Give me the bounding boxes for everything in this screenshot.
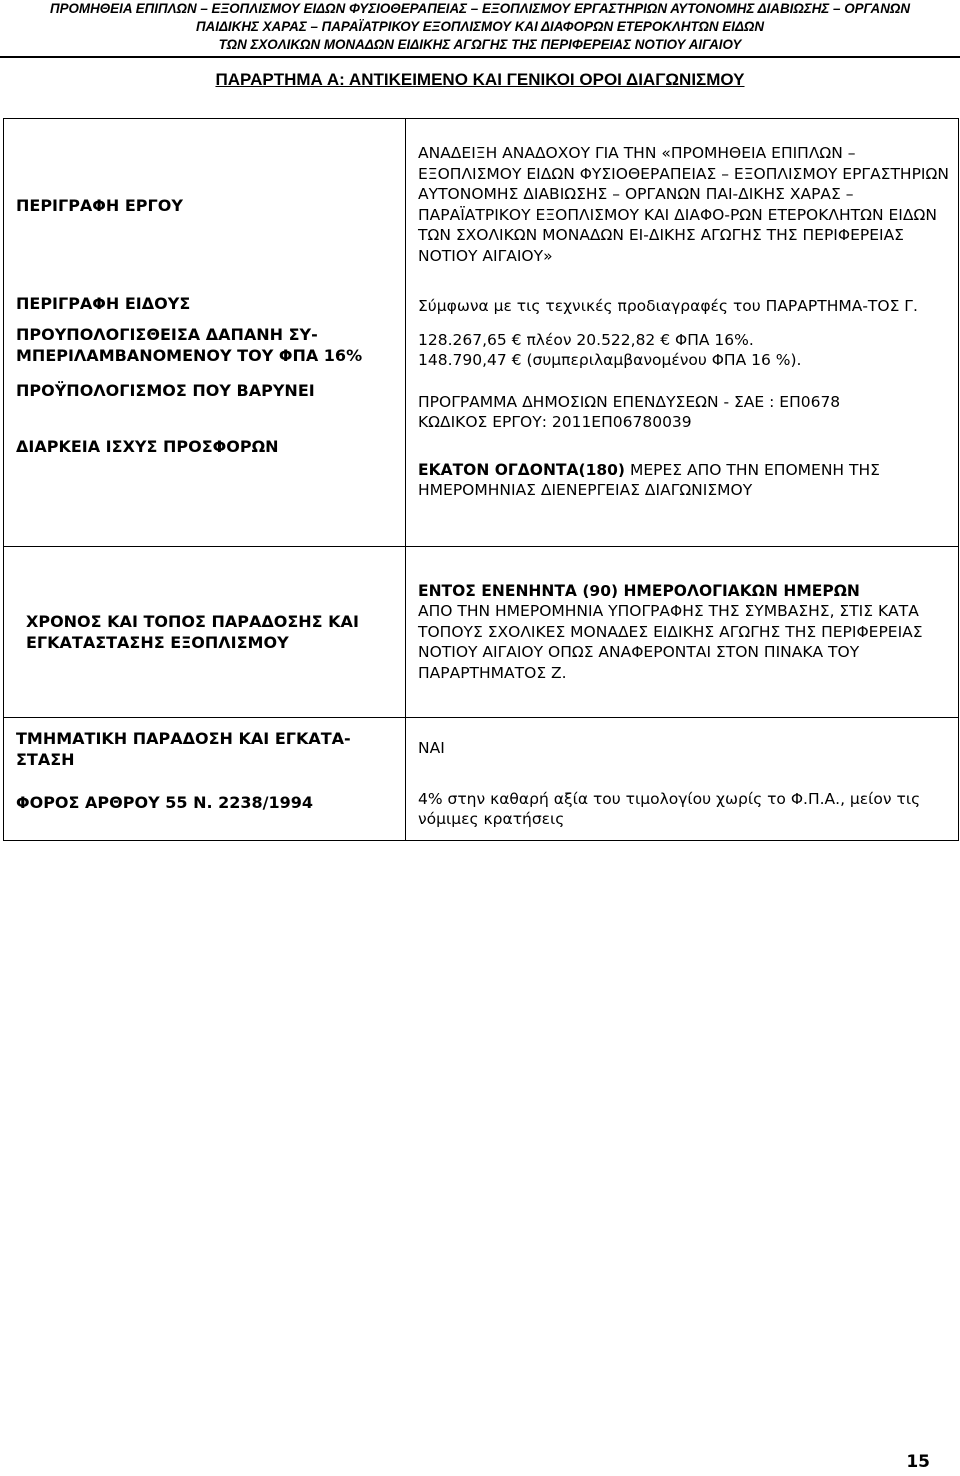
delivery-details: ΑΠΟ ΤΗΝ ΗΜΕΡΟΜΗΝΙΑ ΥΠΟΓΡΑΦΗΣ ΤΗΣ ΣΥΜΒΑΣΗΣ, ΣΤΙΣ ΚΑΤΑ ΤΟΠΟΥΣ ΣΧΟΛΙΚΕΣ ΜΟΝΑΔΕΣ ΕΙΔΙΚΗΣ ΑΓΩΓΗΣ ΤΗΣ ΠΕΡΙΦΕΡΕΙΑΣ ΝΟΤΙΟΥ ΑΙΓΑΙΟΥ ΟΠΩΣ ΑΝΑΦΕΡΟΝΤΑΙ ΣΤΟΝ ΠΙΝΑΚΑ ΤΟΥ ΠΑΡΑΡΤΗΜΑΤΟΣ Ζ. (418, 602, 923, 682)
label-cell (4, 119, 406, 547)
value-cell (406, 547, 959, 718)
value-cell (406, 119, 959, 547)
header-line-2: ΠΑΙΔΙΚΗΣ ΧΑΡΑΣ – ΠΑΡΑΪΑΤΡΙΚΟΥ ΕΞΟΠΛΙΣΜΟΥ ΚΑΙ ΔΙΑΦΟΡΩΝ ΕΤΕΡΟΚΛΗΤΩΝ ΕΙΔΩΝ (195, 19, 765, 34)
item-description-label: ΠΕΡΙΓΡΑΦΗ ΕΙΔΟΥΣ (16, 294, 191, 313)
delivery-label: ΧΡΟΝΟΣ ΚΑΙ ΤΟΠΟΣ ΠΑΡΑΔΟΣΗΣ ΚΑΙ ΕΓΚΑΤΑΣΤΑΣΗΣ ΕΞΟΠΛΙΣΜΟΥ (26, 612, 359, 652)
offer-validity-rest: ΜΕΡΕΣ ΑΠΟ ΤΗΝ ΕΠΟΜΕΝΗ ΤΗΣ ΗΜΕΡΟΜΗΝΙΑΣ ΔΙΕΝΕΡΓΕΙΑΣ ΔΙΑΓΩΝΙΣΜΟΥ (418, 460, 880, 499)
offer-validity-label: ΔΙΑΡΚΕΙΑ ΙΣΧΥΣ ΠΡΟΣΦΟΡΩΝ (16, 437, 279, 456)
tax-label: ΦΟΡΟΣ ΑΡΘΡΟΥ 55 Ν. 2238/1994 (16, 793, 314, 812)
project-description-label: ΠΕΡΙΓΡΑΦΗ ΕΡΓΟΥ (16, 196, 183, 215)
header-line-3: ΤΩΝ ΣΧΟΛΙΚΩΝ ΜΟΝΑΔΩΝ ΕΙΔΙΚΗΣ ΑΓΩΓΗΣ ΤΗΣ ΠΕΡΙΦΕΡΕΙΑΣ ΝΟΤΙΟΥ ΑΙΓΑΙΟΥ (218, 37, 742, 52)
header-line-1: ΠΡΟΜΗΘΕΙΑ ΕΠΙΠΛΩΝ – ΕΞΟΠΛΙΣΜΟΥ ΕΙΔΩΝ ΦΥΣΙΟΘΕΡΑΠΕΙΑΣ – ΕΞΟΠΛΙΣΜΟΥ ΕΡΓΑΣΤΗΡΙΩΝ ΑΥΤΟΝΟΜΗΣ ΔΙΑΒΙΩΣΗΣ – ΟΡΓΑΝΩΝ (49, 1, 911, 16)
page-number: 15 (906, 1452, 930, 1472)
terms-table (3, 118, 959, 841)
header-divider (0, 56, 960, 58)
charged-budget-value-line-2: ΚΩΔΙΚΟΣ ΕΡΓΟΥ: 2011ΕΠ06780039 (418, 413, 692, 431)
delivery-deadline: ΕΝΤΟΣ ΕΝΕΝΗΝΤΑ (90) ΗΜΕΡΟΛΟΓΙΑΚΩΝ ΗΜΕΡΩΝ (418, 581, 860, 600)
budget-label: ΠΡΟΥΠΟΛΟΓΙΣΘΕΙΣΑ ΔΑΠΑΝΗ ΣΥ-ΜΠΕΡΙΛΑΜΒΑΝΟΜΕΝΟΥ ΤΟΥ ΦΠΑ 16% (16, 325, 363, 365)
table-row (4, 718, 959, 841)
value-cell (406, 718, 959, 841)
table-row (4, 547, 959, 718)
offer-validity-value (406, 433, 958, 501)
item-description-value: Σύμφωνα με τις τεχνικές προδιαγραφές του ΠΑΡΑΡΤΗΜΑ-ΤΟΣ Γ. (418, 297, 918, 315)
tax-value: 4% στην καθαρή αξία του τιμολογίου χωρίς το Φ.Π.Α., μείον τις νόμιμες κρατήσεις (418, 789, 921, 828)
delivery-value (406, 581, 958, 684)
offer-validity-days: ΕΚΑΤΟΝ ΟΓΔΟΝΤΑ(180) (418, 460, 626, 479)
budget-value-line-2: 148.790,47 € (συμπεριλαμβανομένου ΦΠΑ 16 %). (418, 351, 802, 369)
partial-delivery-label: ΤΜΗΜΑΤΙΚΗ ΠΑΡΑΔΟΣΗ ΚΑΙ ΕΓΚΑΤΑ-ΣΤΑΣΗ (16, 729, 351, 769)
label-cell (4, 718, 406, 841)
partial-delivery-value: ΝΑΙ (418, 739, 445, 757)
charged-budget-value-line-1: ΠΡΟΓΡΑΜΜΑ ΔΗΜΟΣΙΩΝ ΕΠΕΝΔΥΣΕΩΝ - ΣΑΕ : ΕΠ0678 (418, 392, 841, 411)
table-row (4, 119, 959, 547)
project-description-value: ΑΝΑΔΕΙΞΗ ΑΝΑΔΟΧΟΥ ΓΙΑ ΤΗΝ «ΠΡΟΜΗΘΕΙΑ ΕΠΙΠΛΩΝ – ΕΞΟΠΛΙΣΜΟΥ ΕΙΔΩΝ ΦΥΣΙΟΘΕΡΑΠΕΙΑΣ – ΕΞΟΠΛΙΣΜΟΥ ΕΡΓΑΣΤΗΡΙΩΝ ΑΥΤΟΝΟΜΗΣ ΔΙΑΒΙΩΣΗΣ – ΟΡΓΑΝΩΝ ΠΑΙ-ΔΙΚΗΣ ΧΑΡΑΣ – ΠΑΡΑΪΑΤΡΙΚΟΥ ΕΞΟΠΛΙΣΜΟΥ ΚΑΙ ΔΙΑΦΟ-ΡΩΝ ΕΤΕΡΟΚΛΗΤΩΝ ΕΙΔΩΝ ΤΩΝ ΣΧΟΛΙΚΩΝ ΜΟΝΑΔΩΝ ΕΙ-ΔΙΚΗΣ ΑΓΩΓΗΣ ΤΗΣ ΠΕΡΙΦΕΡΕΙΑΣ ΝΟΤΙΟΥ ΑΙΓΑΙΟΥ» (418, 144, 949, 265)
charged-budget-label: ΠΡΟΫΠΟΛΟΓΙΣΜΟΣ ΠΟΥ ΒΑΡΥΝΕΙ (16, 381, 315, 400)
label-cell (4, 547, 406, 718)
budget-value-line-1: 128.267,65 € πλέον 20.522,82 € ΦΠΑ 16%. (418, 330, 754, 349)
page-title: ΠΑΡΑΡΤΗΜΑ Α: ΑΝΤΙΚΕΙΜΕΝΟ ΚΑΙ ΓΕΝΙΚΟΙ ΟΡΟΙ ΔΙΑΓΩΝΙΣΜΟΥ (215, 70, 745, 89)
